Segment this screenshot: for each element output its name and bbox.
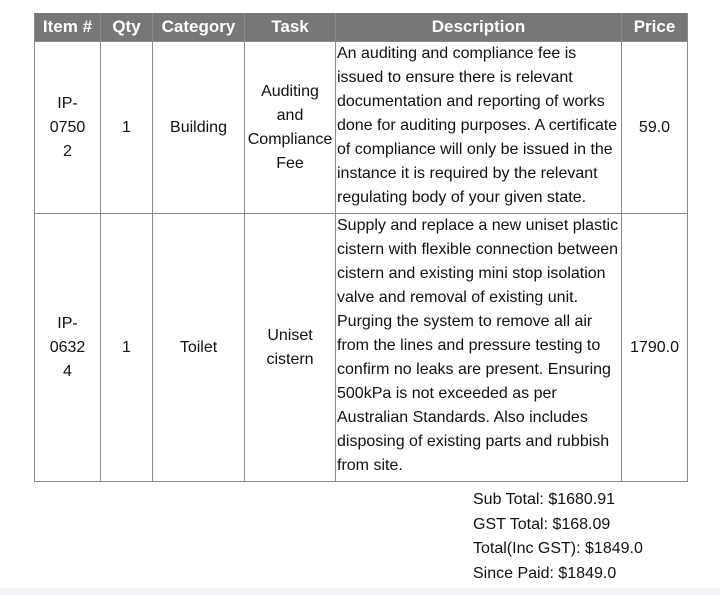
quote-table-container — [34, 13, 687, 482]
sub-total: Sub Total: $1680.91 — [473, 491, 616, 508]
totals-summary — [473, 488, 643, 586]
item-number-cell: IP-06324 — [35, 214, 101, 482]
task-cell: Uniset cistern — [245, 214, 336, 482]
qty-cell: 1 — [101, 42, 153, 214]
table-header-row — [35, 13, 688, 42]
category-cell: Toilet — [153, 214, 245, 482]
column-header-category: Category — [153, 13, 245, 42]
since-paid: Since Paid: $1849.0 — [473, 564, 617, 582]
qty-cell: 1 — [101, 214, 153, 482]
column-header-description: Description — [336, 13, 622, 42]
description-cell: Supply and replace a new uniset plastic cistern with flexible connection between cistern and existing mini stop isolation valve and removal of existing unit. Purging the system to remove all air from the lines and pressure testing to confirm no leaks are present. Ensuring 500kPa is not exceeded as per Australian Standards. Also includes disposing of existing parts and rubbish from site. — [336, 214, 622, 482]
page-bottom-strip — [0, 588, 720, 595]
column-header-item-number: Item # — [35, 13, 101, 42]
quote-items-table — [34, 13, 688, 482]
price-cell: 1790.0 — [622, 214, 688, 482]
description-cell: An auditing and compliance fee is issued to ensure there is relevant documentation and reporting of works done for auditing purposes. A certificate of compliance will only be issued in the instance it is required by the relevant regulating body of your given state. — [336, 42, 622, 214]
total-inc-gst: Total(Inc GST): $1849.0 — [473, 540, 643, 557]
gst-total: GST Total: $168.09 — [473, 515, 611, 533]
item-number-cell: IP-07502 — [35, 42, 101, 214]
table-row — [35, 214, 688, 482]
price-cell: 59.0 — [622, 42, 688, 214]
table-row — [35, 42, 688, 214]
column-header-qty: Qty — [101, 13, 153, 42]
task-cell: Auditing and Compliance Fee — [245, 42, 336, 214]
category-cell: Building — [153, 42, 245, 214]
column-header-price: Price — [622, 13, 688, 42]
column-header-task: Task — [245, 13, 336, 42]
